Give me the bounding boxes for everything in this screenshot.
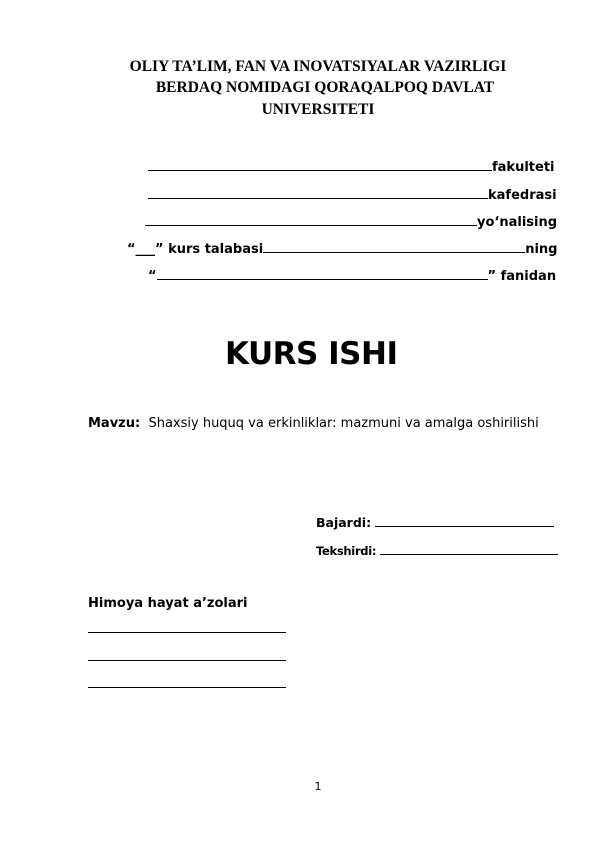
subject-blank [157, 267, 488, 280]
department-label: kafedrasi [488, 188, 557, 203]
done-by-field [316, 514, 554, 530]
topic-label: Mavzu: [88, 416, 141, 431]
done-by-blank [375, 514, 554, 527]
student-name-blank [263, 240, 525, 253]
checked-by-blank [380, 542, 558, 555]
done-by-label: Bajardi: [316, 515, 372, 530]
checked-by-label: Tekshirdi: [316, 544, 377, 558]
page-number: 1 [314, 780, 322, 793]
document-title: KURS ISHI [225, 336, 398, 372]
faculty-field [148, 158, 555, 175]
subject-suffix-label: ” fanidan [487, 269, 557, 284]
committee-member-line-3 [88, 687, 286, 688]
committee-member-line-1 [88, 632, 286, 633]
department-field [148, 186, 557, 203]
ministry-name: OLIY TA’LIM, FAN VA INOVATSIYALAR VAZIRLIGI [129, 58, 507, 75]
student-suffix-label: ning [525, 242, 558, 257]
university-name-line2: UNIVERSITETI [261, 101, 375, 118]
topic-line [88, 416, 539, 431]
committee-member-line-2 [88, 660, 286, 661]
department-blank [148, 186, 488, 199]
topic-value: Shaxsiy huquq va erkinliklar: mazmuni va amalga oshirilishi [148, 416, 539, 431]
university-name-line1: BERDAQ NOMIDAGI QORAQALPOQ DAVLAT [155, 79, 495, 96]
student-course-label: “___” kurs talabasi [127, 242, 264, 257]
subject-field [148, 267, 556, 284]
faculty-label: fakulteti [492, 160, 555, 175]
student-field [127, 240, 557, 257]
direction-blank [145, 213, 477, 226]
direction-label: yo‘nalising [477, 215, 558, 230]
direction-field [145, 213, 557, 230]
faculty-blank [148, 158, 492, 171]
checked-by-field [316, 542, 558, 558]
committee-label: Himoya hayat a’zolari [88, 596, 248, 611]
subject-open-quote: “ [148, 269, 157, 284]
